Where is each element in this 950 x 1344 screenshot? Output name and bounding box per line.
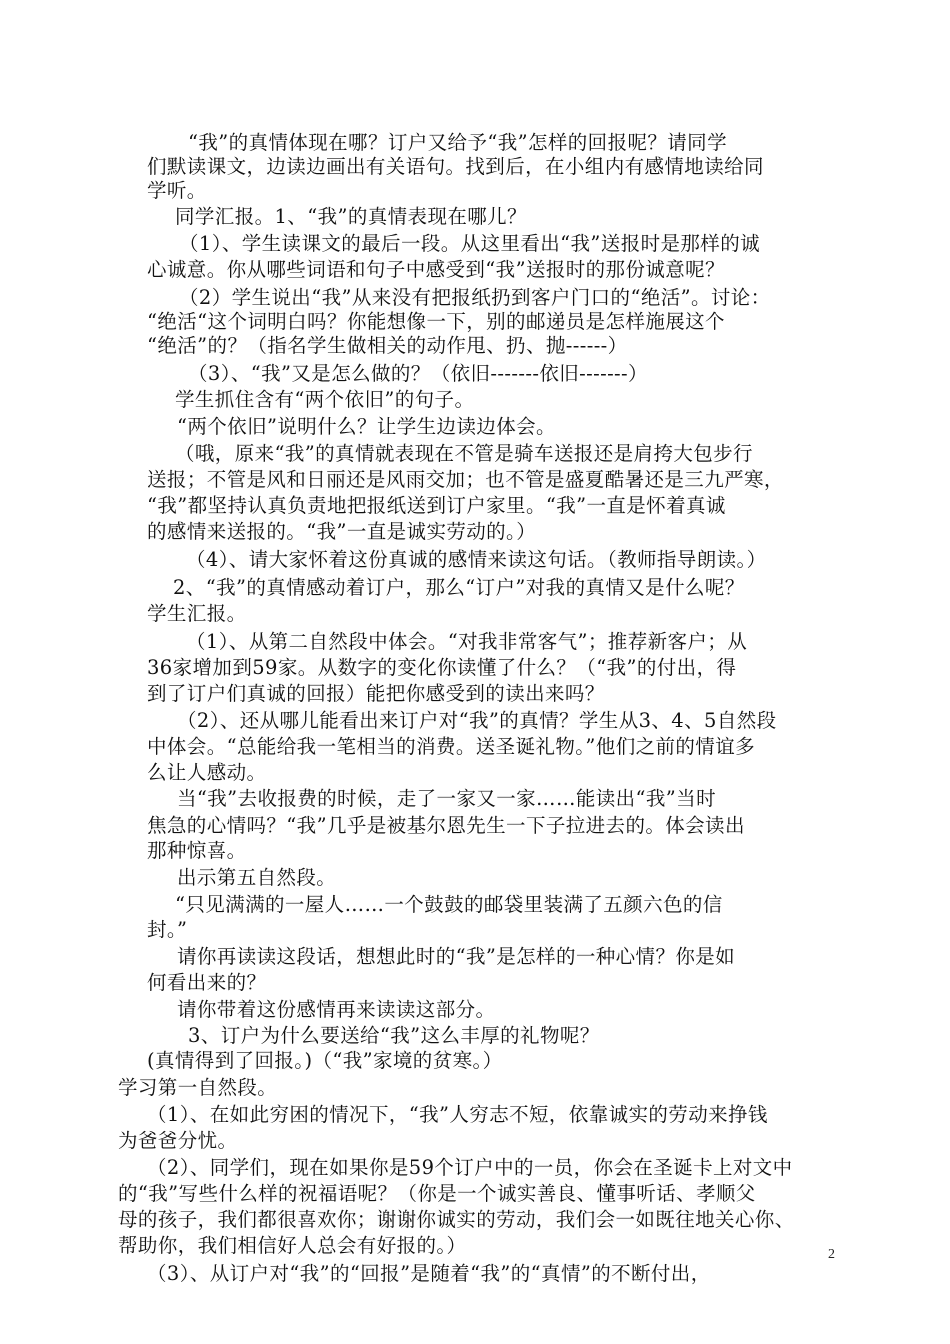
text-line: 3、订户为什么要送给“我”这么丰厚的礼物呢？ (188, 1024, 600, 1047)
text-line: （2）学生说出“我”从来没有把报纸扔到客户门口的“绝活”。讨论： (179, 286, 771, 309)
text-line: 请你再读读这段话，想想此时的“我”是怎样的一种心情？你是如 (177, 945, 736, 968)
text-line: 学生汇报。 (147, 602, 247, 625)
text-line: 的“我”写些什么样的祝福语呢？（你是一个诚实善良、懂事听话、孝顺父 (118, 1182, 756, 1205)
text-line: （4）、请大家怀着这份真诚的感情来读这句话。（教师指导朗读。） (186, 548, 767, 571)
text-line: 到了订户们真诚的回报）能把你感受到的读出来吗？ (147, 682, 605, 705)
text-line: (真情得到了回报。)（“我”家境的贫寒。） (147, 1049, 503, 1072)
text-line: 当“我”去收报费的时候，走了一家又一家……能读出“我”当时 (177, 787, 716, 810)
text-line: “我”的真情体现在哪？订户又给予“我”怎样的回报呢？请同学 (188, 131, 727, 154)
text-line: 母的孩子，我们都很喜欢你；谢谢你诚实的劳动，我们会一如既往地关心你、 (118, 1208, 795, 1231)
text-line: （哦，原来“我”的真情就表现在不管是骑车送报还是肩挎大包步行 (175, 442, 753, 465)
text-line: 心诚意。你从哪些词语和句子中感受到“我”送报时的那份诚意呢？ (147, 258, 725, 281)
text-line: （3）、从订户对“我”的“回报”是随着“我”的“真情”的不断付出， (147, 1262, 711, 1285)
text-line: “只见满满的一屋人……一个鼓鼓的邮袋里装满了五颜六色的信 (175, 893, 723, 916)
text-line: 出示第五自然段。 (177, 866, 337, 889)
text-line: “两个依旧”说明什么？让学生边读边体会。 (177, 415, 556, 438)
text-line: “我”都坚持认真负责地把报纸送到订户家里。“我”一直是怀着真诚 (147, 494, 726, 517)
text-line: 帮助你，我们相信好人总会有好报的。） (118, 1234, 467, 1257)
text-line: 中体会。“总能给我一笔相当的消费。送圣诞礼物。”他们之前的情谊多 (147, 735, 755, 758)
text-line: 36家增加到59家。从数字的变化你读懂了什么？（“我”的付出，得 (147, 656, 737, 679)
text-line: 学听。 (147, 179, 207, 202)
text-line: 焦急的心情吗？“我”几乎是被基尔恩先生一下子拉进去的。体会读出 (147, 814, 745, 837)
text-line: （1）、在如此穷困的情况下，“我”人穷志不短，依靠诚实的劳动来挣钱 (147, 1103, 768, 1126)
text-line: 何看出来的？ (147, 971, 267, 994)
text-line: 那种惊喜。 (147, 839, 247, 862)
text-line: （2）、还从哪儿能看出来订户对“我”的真情？学生从3、4、5自然段 (177, 709, 777, 732)
text-line: 为爸爸分忧。 (118, 1129, 238, 1152)
text-line: （1）、从第二自然段中体会。“对我非常客气”；推荐新客户；从 (186, 630, 748, 653)
text-line: 请你带着这份感情再来读读这部分。 (177, 998, 496, 1021)
text-line: 学生抓住含有“两个依旧”的句子。 (175, 388, 475, 411)
text-line: 的感情来送报的。“我”一直是诚实劳动的。） (147, 520, 537, 543)
text-line: “绝活“这个词明白吗？你能想像一下，别的邮递员是怎样施展这个 (147, 310, 725, 333)
text-line: 们默读课文，边读边画出有关语句。找到后，在小组内有感情地读给同 (147, 155, 764, 178)
text-line: 同学汇报。1、“我”的真情表现在哪儿？ (175, 205, 527, 228)
text-line: 2、“我”的真情感动着订户，那么“订户”对我的真情又是什么呢？ (173, 576, 745, 599)
text-line: 学习第一自然段。 (118, 1076, 278, 1099)
text-line: 送报；不管是风和日丽还是风雨交加；也不管是盛夏酷暑还是三九严寒， (147, 468, 784, 491)
text-line: 么让人感动。 (147, 761, 267, 784)
text-line: （2）、同学们，现在如果你是59个订户中的一员，你会在圣诞卡上对文中 (147, 1156, 793, 1179)
text-line: （1）、学生读课文的最后一段。从这里看出“我”送报时是那样的诚 (179, 232, 760, 255)
text-line: （3）、“我”又是怎么做的？（依旧-------依旧-------） (188, 362, 648, 385)
page-number: 2 (828, 1247, 835, 1262)
text-line: “绝活”的？（指名学生做相关的动作甩、扔、抛------） (147, 334, 628, 357)
text-line: 封。” (147, 918, 188, 941)
